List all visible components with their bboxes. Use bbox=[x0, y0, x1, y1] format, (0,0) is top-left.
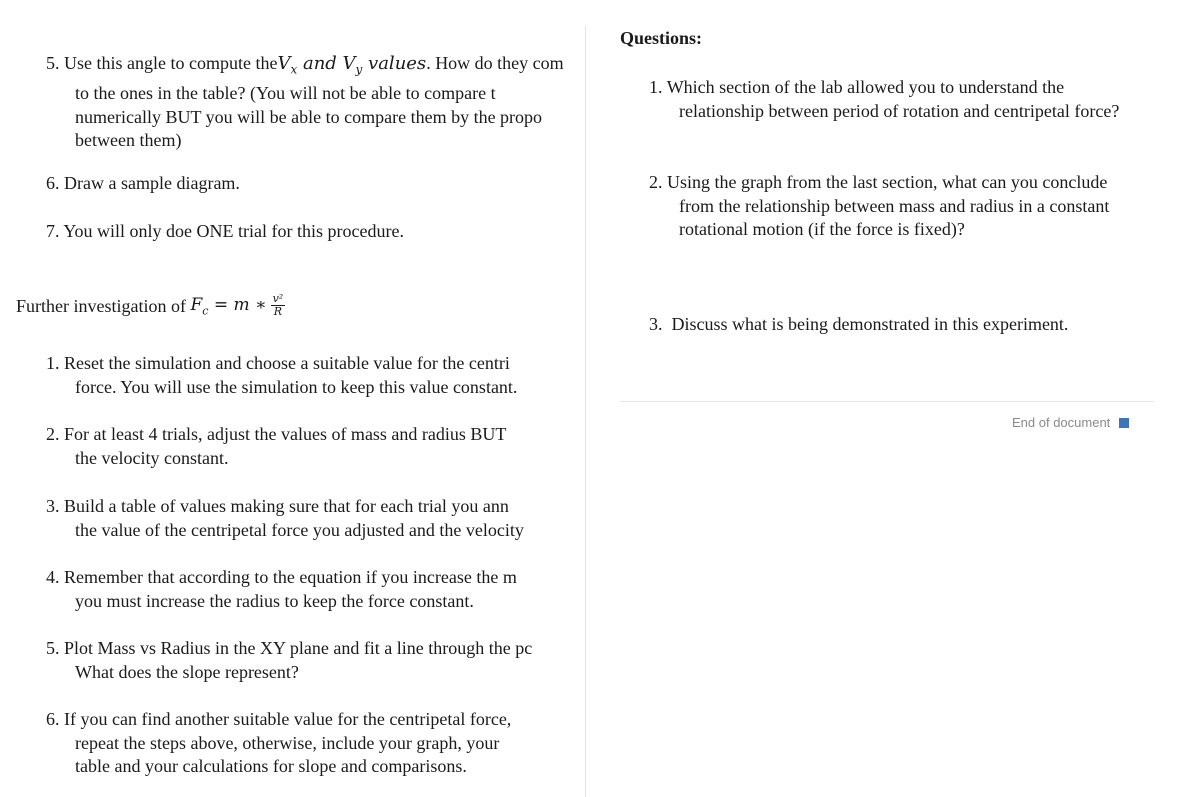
list-number: 6. bbox=[46, 709, 60, 729]
list-item-line: between them) bbox=[75, 130, 182, 151]
list-text-tail: . How do they com bbox=[426, 53, 564, 73]
list-text: Draw a sample diagram. bbox=[64, 173, 240, 193]
step-2-adjust-mass-radius: 2. For at least 4 trials, adjust the values of mass and radius BUT the velocity constant. bbox=[46, 424, 507, 468]
list-text: You will only doe ONE trial for this procedure. bbox=[63, 221, 404, 241]
list-number: 5. bbox=[46, 638, 60, 658]
list-number: 3. bbox=[649, 314, 663, 334]
list-item-5-compute-values bbox=[46, 52, 575, 153]
step-6-repeat-steps: 6. If you can find another suitable value for the centripetal force, repeat the steps above, otherwise, include your graph, your table and your calculations for slope and comparisons. bbox=[46, 709, 512, 776]
list-text: Use this angle to compute the bbox=[64, 53, 278, 73]
list-number: 7. bbox=[46, 221, 60, 241]
list-item-line: numerically BUT you will be able to compare them by the propo bbox=[75, 106, 543, 127]
list-item-6-draw-diagram bbox=[46, 172, 575, 196]
math-vy: $V_y$ bbox=[342, 53, 363, 77]
list-number: 1. bbox=[46, 353, 60, 373]
end-of-document-label: End of document bbox=[1012, 415, 1129, 430]
question-3: 3. Discuss what is being demonstrated in this experiment. bbox=[649, 314, 1069, 334]
list-number: 4. bbox=[46, 567, 60, 587]
list-item-line bbox=[46, 52, 575, 82]
end-of-document-rule bbox=[620, 401, 1154, 402]
section-heading-further-investigation bbox=[16, 293, 285, 323]
math-vx: $V_x$ bbox=[277, 53, 298, 77]
list-item-line: to the ones in the table? (You will not be able to compare t bbox=[75, 83, 496, 104]
question-1: 1. Which section of the lab allowed you to understand the relationship between period of rotation and centripetal force? bbox=[649, 77, 1120, 121]
list-number: 3. bbox=[46, 496, 60, 516]
list-number: 2. bbox=[649, 172, 663, 192]
list-number: 6. bbox=[46, 173, 60, 193]
left-document-page bbox=[0, 0, 575, 797]
list-item-7-one-trial bbox=[46, 220, 575, 244]
right-document-page bbox=[586, 0, 1196, 797]
step-1-reset-simulation: 1. Reset the simulation and choose a suitable value for the centri force. You will use the simulation to keep this value constant. bbox=[46, 353, 518, 397]
step-3-build-table: 3. Build a table of values making sure that for each trial you ann the value of the centripetal force you adjusted and the velocity bbox=[46, 496, 524, 540]
list-number: 2. bbox=[46, 424, 60, 444]
math-and: and bbox=[297, 53, 343, 74]
question-2: 2. Using the graph from the last section, what can you conclude from the relationship between mass and radius in a constant rotational motion (if the force is fixed)? bbox=[649, 172, 1110, 239]
list-number: 1. bbox=[649, 77, 663, 97]
centripetal-force-formula: $F_c = m$ ∗ $\frac{\text{v²}}{R}$ bbox=[190, 292, 284, 318]
section-heading-text: Further investigation of bbox=[16, 296, 186, 317]
list-item-line bbox=[46, 220, 575, 244]
end-of-document-marker-icon bbox=[1119, 418, 1129, 428]
list-number: 5. bbox=[46, 53, 60, 73]
step-5-plot-mass-radius: 5. Plot Mass vs Radius in the XY plane and fit a line through the pc What does the slope represent? bbox=[46, 638, 533, 682]
math-values: values bbox=[362, 53, 427, 74]
questions-heading: Questions: bbox=[620, 28, 703, 48]
formula-fraction: $\frac{\text{v²}}{R}$ bbox=[272, 292, 284, 318]
step-4-remember-equation: 4. Remember that according to the equation if you increase the m you must increase the radius to keep the force constant. bbox=[46, 567, 517, 611]
list-item-line bbox=[46, 172, 575, 196]
